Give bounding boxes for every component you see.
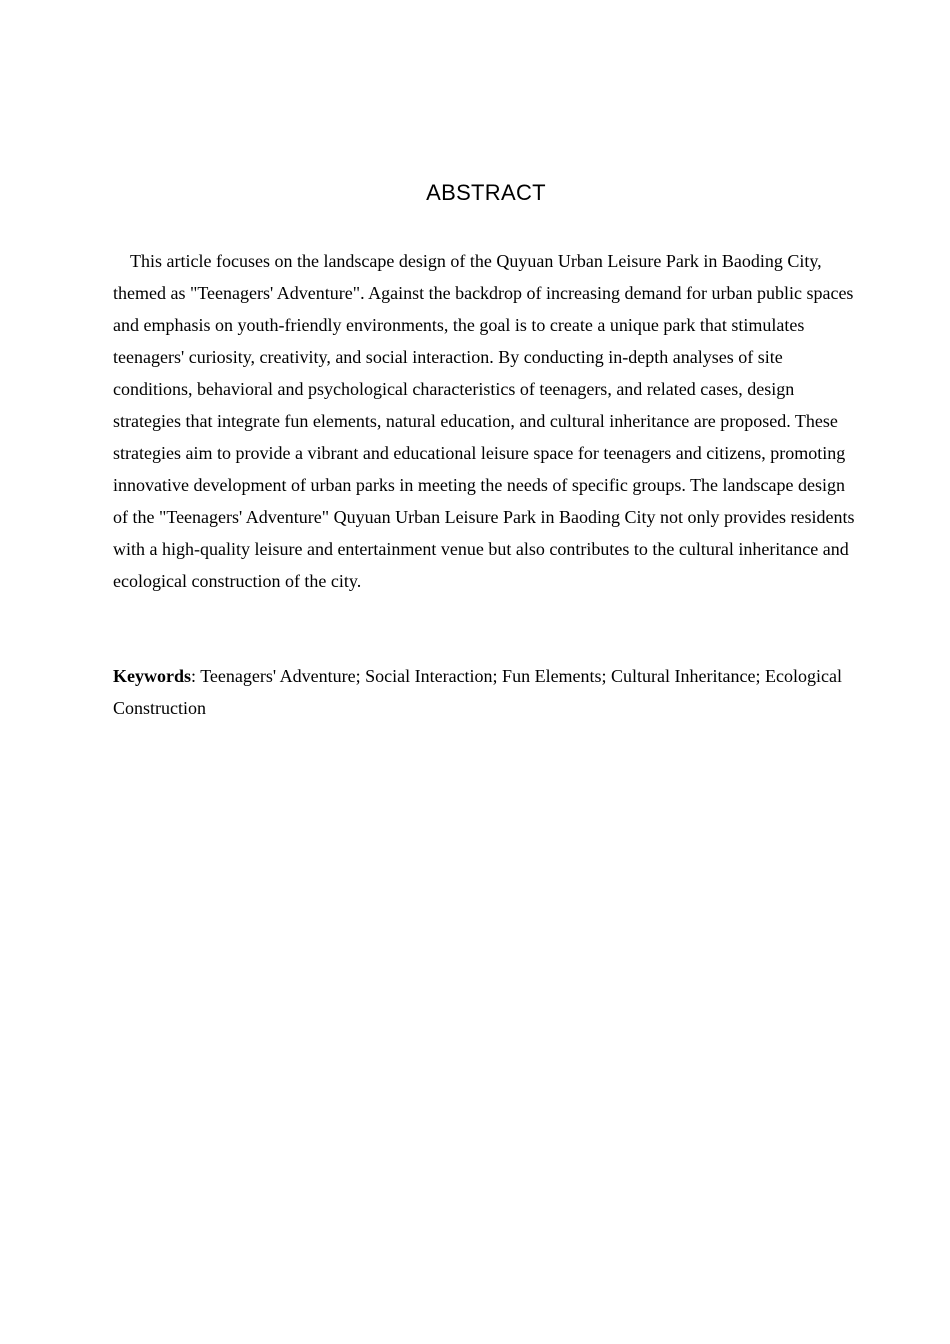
keywords-label: Keywords (113, 666, 191, 686)
keywords-separator: : (191, 666, 201, 686)
keywords-list: Teenagers' Adventure; Social Interaction; Fun Elements; Cultural Inheritance; Ecological Construction (113, 666, 842, 718)
abstract-paragraph: This article focuses on the landscape design of the Quyuan Urban Leisure Park in Baoding City, themed as "Teenagers' Adventure". Against the backdrop of increasing demand for urban public spaces and emphasis on youth-friendly environments, the goal is to create a unique park that stimulates teenagers' curiosity, creativity, and social interaction. By conducting in-depth analyses of site conditions, behavioral and psychological characteristics of teenagers, and related cases, design strategies that integrate fun elements, natural education, and cultural inheritance are proposed. These strategies aim to provide a vibrant and educational leisure space for teenagers and citizens, promoting innovative development of urban parks in meeting the needs of specific groups. The landscape design of the "Teenagers' Adventure" Quyuan Urban Leisure Park in Baoding City not only provides residents with a high-quality leisure and entertainment venue but also contributes to the cultural inheritance and ecological construction of the city. (113, 251, 855, 591)
keywords-line (113, 660, 861, 724)
abstract-title: ABSTRACT (426, 180, 546, 205)
